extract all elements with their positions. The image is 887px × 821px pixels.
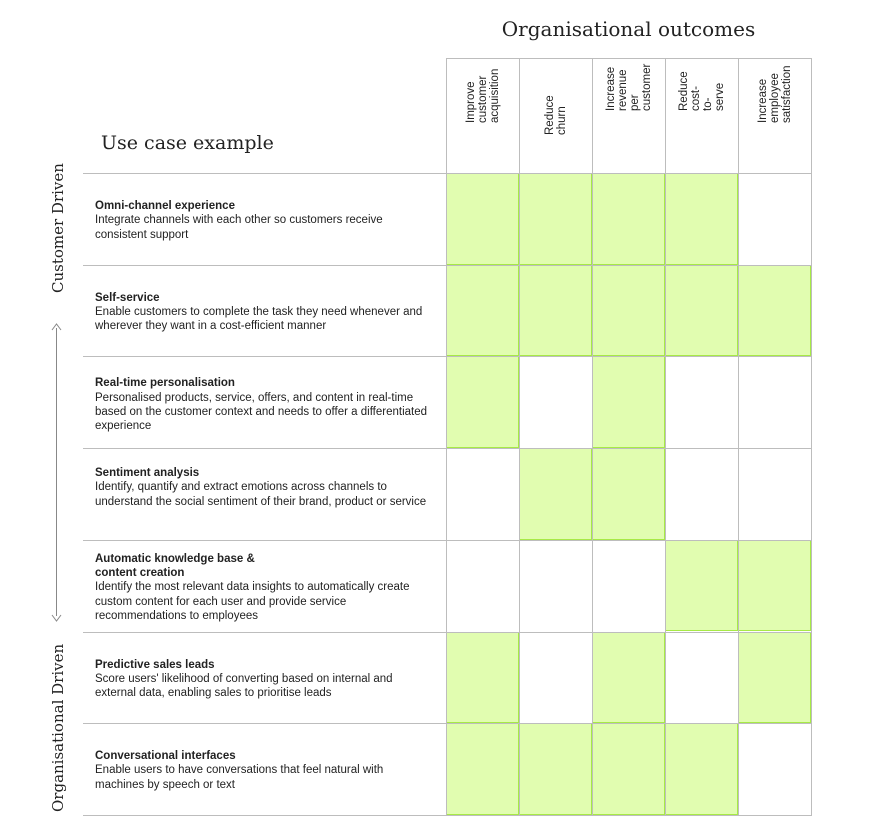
row-divider (83, 265, 811, 266)
use-case-row (95, 291, 435, 334)
use-case-description: Integrate channels with each other so customers receive consistent support (95, 214, 383, 241)
outcome-cell-highlighted (446, 173, 519, 265)
outcome-cell-highlighted (592, 356, 665, 448)
outcome-header-label: Reduce churn (544, 95, 568, 135)
outcome-cell-highlighted (519, 448, 592, 540)
outcome-header-label: Increase employee satisfaction (757, 65, 793, 123)
column-divider (665, 173, 666, 816)
outcome-cell-highlighted (592, 448, 665, 540)
use-case-row (95, 552, 435, 623)
row-divider (83, 815, 811, 816)
use-case-name: Conversational interfaces (95, 750, 236, 763)
customer-driven-label: Customer Driven (49, 163, 67, 293)
outcome-cell-highlighted (592, 723, 665, 815)
outcome-header (665, 58, 738, 173)
use-case-title: Use case example (101, 132, 274, 154)
outcome-cell-highlighted (519, 173, 592, 265)
use-case-row (95, 199, 435, 242)
outcome-cell-highlighted (665, 173, 738, 265)
outcome-cell-highlighted (592, 265, 665, 357)
outcome-cell-highlighted (738, 540, 811, 632)
row-divider (83, 356, 811, 357)
outcome-cell-highlighted (446, 356, 519, 448)
column-divider (446, 173, 447, 816)
arrow-up-icon (51, 323, 62, 334)
outcome-header (738, 58, 812, 173)
outcome-cell-highlighted (665, 723, 738, 815)
use-case-name: Predictive sales leads (95, 658, 215, 671)
outcome-cell-highlighted (665, 265, 738, 357)
use-case-row (95, 658, 435, 701)
use-case-description: Personalised products, service, offers, and content in real-time based on the customer context and needs to offer a differentiated experience (95, 391, 428, 433)
use-case-description: Enable customers to complete the task they need whenever and wherever they want in a cost-efficient manner (95, 305, 423, 333)
outcome-cell-highlighted (519, 723, 592, 815)
use-case-name: Self-service (95, 291, 160, 304)
outcome-cell-highlighted (592, 632, 665, 724)
column-divider (592, 173, 593, 816)
use-case-name: Real-time personalisation (95, 377, 235, 390)
outcome-cell-highlighted (446, 265, 519, 357)
outcome-cell-highlighted (446, 632, 519, 724)
outcome-cell-highlighted (738, 632, 811, 724)
row-divider (83, 540, 811, 541)
outcome-cell-highlighted (738, 265, 811, 357)
use-case-name: Sentiment analysis (95, 467, 200, 480)
column-divider (738, 173, 739, 816)
use-case-description: Identify the most relevant data insights to automatically create custom content for each user and provide service recommendations to employees (95, 581, 410, 622)
column-divider (811, 173, 812, 816)
use-case-description: Score users' likelihood of converting based on internal and external data, enabling sales to prioritise leads (95, 672, 393, 700)
organisational-driven-label: Organisational Driven (49, 643, 67, 812)
outcome-header-label: Reduce cost- to-serve (678, 71, 726, 111)
outcome-cell-highlighted (665, 540, 738, 632)
outcome-cell-highlighted (446, 723, 519, 815)
column-divider (519, 173, 520, 816)
use-case-row (95, 466, 435, 509)
use-case-name: Automatic knowledge base & content creation (95, 552, 255, 580)
outcome-header-label: Improve customer acquisition (465, 68, 501, 123)
outcome-cell-highlighted (519, 265, 592, 357)
outcomes-title: Organisational outcomes (501, 17, 756, 41)
use-case-description: Enable users to have conversations that feel natural with machines by speech or text (95, 764, 384, 791)
outcome-cell-highlighted (592, 173, 665, 265)
use-case-row (95, 749, 435, 792)
driver-axis-line (56, 328, 57, 616)
row-divider (83, 723, 811, 724)
outcome-header (592, 58, 665, 173)
row-divider (83, 173, 811, 174)
outcome-header (519, 58, 592, 173)
outcome-header-label: Increase revenue per customer (605, 63, 653, 111)
row-divider (83, 632, 811, 633)
outcome-header (446, 58, 519, 173)
row-divider (83, 448, 811, 449)
arrow-down-icon (51, 611, 62, 622)
use-case-name: Omni-channel experience (95, 200, 235, 212)
use-case-row (95, 376, 435, 433)
use-case-description: Identify, quantify and extract emotions across channels to understand the social sentiment of their brand, product or service (95, 481, 427, 508)
